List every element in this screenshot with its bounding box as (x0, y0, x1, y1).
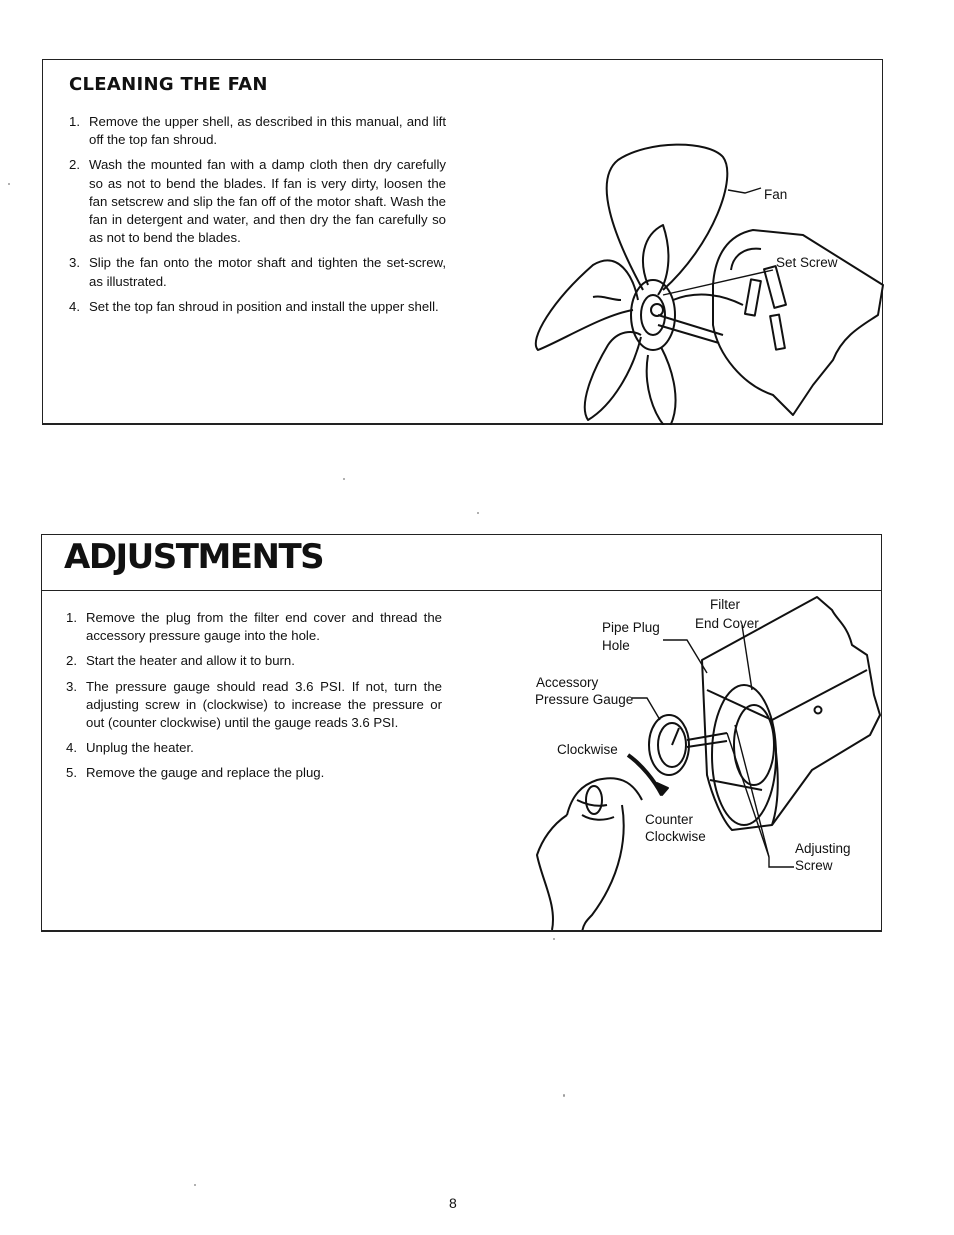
page-number: 8 (449, 1195, 457, 1211)
set-screw-label: Set Screw (776, 255, 838, 270)
step-text: Remove the gauge and replace the plug. (86, 765, 325, 781)
accessory-label: Accessory (536, 675, 599, 690)
step-text: Unplug the heater. (86, 740, 194, 756)
adjustments-section (41, 534, 882, 932)
step-text: Wash the mounted fan with a damp cloth then dry carefully so as not to bend the blades. If fan is very dirty, loosen the fan setscrew and slip the fan off of the motor shaft. Wash the fan in detergent and water, and then dry the fan carefully so as not to bend the blades. (89, 157, 446, 246)
cleaning-step: 4. Set the top fan shroud in position and install the upper shell. (69, 298, 439, 314)
cleaning-step: 1. Remove the upper shell, as described in this manual, and lift off the top fan shroud. (69, 114, 446, 148)
counter-label: Counter (645, 812, 694, 827)
cleaning-step: 2. Wash the mounted fan with a damp cloth then dry carefully so as not to bend the blades. If fan is very dirty, loosen the fan setscrew and slip the fan off of the motor shaft. Wash the fan in detergent and water, and then dry the fan carefully so as not to bend the blades. (69, 157, 446, 246)
hole-label: Hole (602, 638, 630, 653)
step-text: The pressure gauge should read 3.6 PSI. If not, turn the adjusting screw in (clockwise) to increase the pressure or out (counter clockwise) until the gauge reads 3.6 PSI. (86, 678, 442, 731)
step-text: Start the heater and allow it to burn. (86, 653, 295, 669)
end-cover-label: End Cover (695, 616, 759, 631)
adjustment-step: 3. The pressure gauge should read 3.6 PSI. If not, turn the adjusting screw in (clockwise) to increase the pressure or out (counter clockwise) until the gauge reads 3.6 PSI. (66, 678, 442, 731)
fan-illustration (483, 85, 903, 425)
cleaning-the-fan-section (42, 59, 883, 425)
adjusting-label: Adjusting (795, 841, 851, 856)
step-text: Remove the plug from the filter end cover and thread the accessory pressure gauge into the hole. (86, 610, 442, 644)
adjustments-title: ADJUSTMENTS (64, 537, 324, 577)
scan-speck (8, 183, 10, 185)
pressure-gauge-label: Pressure Gauge (535, 692, 634, 707)
adjustment-step: 4. Unplug the heater. (66, 740, 194, 756)
adjustment-step: 1. Remove the plug from the filter end cover and thread the accessory pressure gauge into the hole. (66, 610, 442, 644)
scan-speck (553, 938, 555, 940)
adjustments-steps-list (66, 609, 442, 790)
cleaning-title: CLEANING THE FAN (69, 74, 268, 95)
adjustment-step: 5. Remove the gauge and replace the plug. (66, 765, 325, 781)
pressure-gauge-illustration (482, 595, 882, 930)
adjustment-step: 2. Start the heater and allow it to burn. (66, 653, 295, 669)
filter-label: Filter (710, 597, 740, 612)
scan-speck (194, 1184, 196, 1186)
scan-speck (477, 512, 479, 514)
fan-label: Fan (764, 187, 788, 202)
scan-speck (563, 1094, 565, 1097)
clockwise-label: Clockwise (557, 742, 618, 757)
counter-clockwise-label: Clockwise (645, 829, 706, 844)
title-divider (42, 590, 881, 591)
screw-label: Screw (795, 858, 833, 873)
step-text: Set the top fan shroud in position and install the upper shell. (89, 298, 439, 314)
cleaning-steps-list (69, 113, 446, 323)
scan-speck (343, 478, 345, 480)
pipe-plug-label: Pipe Plug (602, 620, 660, 635)
step-text: Remove the upper shell, as described in this manual, and lift off the top fan shroud. (89, 114, 446, 148)
cleaning-step: 3. Slip the fan onto the motor shaft and tighten the set-screw, as illustrated. (69, 255, 446, 289)
step-text: Slip the fan onto the motor shaft and tighten the set-screw, as illustrated. (89, 255, 446, 289)
